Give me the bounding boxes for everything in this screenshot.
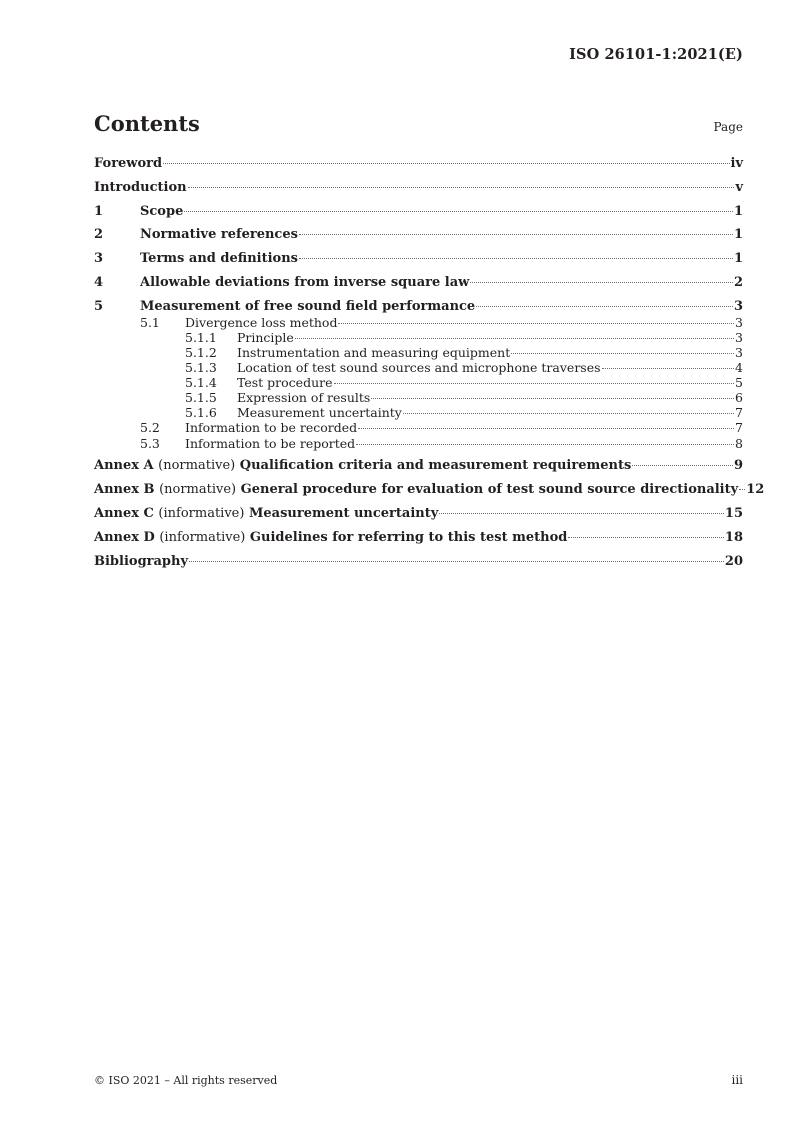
toc-entry-number: 5.3 [140, 435, 160, 451]
toc-entry-annex-d[interactable] [94, 529, 743, 546]
toc-entry-page: iv [730, 156, 743, 171]
toc-entry-page: 15 [724, 506, 743, 522]
toc-entry-measurement-free-field[interactable] [94, 298, 743, 315]
toc-entry-title: Divergence loss method [185, 314, 338, 330]
dot-leader [188, 187, 735, 188]
annex-label: Annex D [94, 529, 155, 545]
dot-leader [476, 306, 733, 307]
toc-entry-page: 2 [733, 274, 743, 290]
toc-entry-page: 1 [733, 251, 743, 267]
toc-entry-number: 5.1 [140, 314, 160, 330]
toc-entry-page: 12 [746, 482, 765, 498]
toc-entry-number: 5.1.1 [185, 329, 217, 345]
page-number: iii [731, 1073, 743, 1087]
dot-leader [295, 338, 734, 339]
toc-entry-annex-a[interactable] [94, 457, 743, 474]
toc-entry-title: Allowable deviations from inverse square law [140, 274, 470, 290]
dot-leader [439, 513, 724, 514]
toc-entry-number: 4 [94, 274, 104, 290]
toc-entry-title: Introduction [94, 179, 187, 195]
toc-entry-number: 3 [94, 251, 104, 267]
toc-entry-title: Normative references [140, 227, 298, 243]
toc-entry-title: Information to be reported [185, 435, 356, 451]
dot-leader [632, 465, 733, 466]
toc-entry-number: 1 [94, 203, 104, 219]
toc-entry-number: 5.1.5 [185, 390, 217, 406]
dot-leader [739, 489, 745, 490]
annex-type: (informative) [158, 506, 245, 522]
page-column-label: Page [713, 120, 743, 134]
annex-title: Measurement uncertainty [248, 506, 439, 522]
toc-entry-location-of-sources[interactable] [94, 360, 743, 375]
toc-entry-scope[interactable] [94, 203, 743, 220]
toc-entry-principle[interactable] [94, 330, 743, 345]
toc-entry-title: Terms and definitions [140, 251, 298, 267]
toc-entry-title [94, 457, 631, 474]
toc-entry-measurement-uncertainty-sub[interactable] [94, 405, 743, 420]
dot-leader [358, 428, 734, 429]
toc-entry-introduction[interactable] [94, 179, 743, 196]
toc-entry-expression-of-results[interactable] [94, 390, 743, 405]
toc-entry-number: 5.1.4 [185, 375, 217, 391]
toc-entry-page: 1 [733, 227, 743, 243]
toc-entry-number: 2 [94, 227, 104, 243]
toc-entry-title: Location of test sound sources and microphone traverses [237, 360, 601, 376]
toc-entry-information-recorded[interactable] [94, 420, 743, 435]
toc-entry-page: 3 [735, 344, 743, 360]
toc-entry-bibliography[interactable] [94, 553, 743, 570]
dot-leader [568, 537, 724, 538]
toc-entry-terms-and-definitions[interactable] [94, 250, 743, 267]
toc-entry-annex-b[interactable] [94, 481, 765, 498]
toc-entry-title: Scope [140, 203, 184, 219]
document-code: ISO 26101-1:2021(E) [569, 46, 743, 63]
toc-entry-page: 3 [733, 298, 743, 314]
dot-leader [299, 258, 733, 259]
dot-leader [371, 398, 734, 399]
toc-entry-number: 5.2 [140, 420, 160, 436]
toc-entry-test-procedure[interactable] [94, 375, 743, 390]
toc-entry-foreword[interactable] [94, 155, 743, 172]
dot-leader [163, 163, 729, 164]
toc-entry-page: 7 [735, 405, 743, 421]
annex-type: (informative) [159, 529, 246, 545]
toc-entry-page: 4 [735, 360, 743, 376]
dot-leader [403, 413, 734, 414]
toc-entry-number: 5 [94, 298, 104, 314]
toc-entry-page: 8 [735, 435, 743, 451]
toc-entry-number: 5.1.6 [185, 405, 217, 421]
toc-entry-divergence-loss-method[interactable] [94, 315, 743, 330]
toc-entry-title [94, 481, 738, 498]
toc-entry-title: Information to be recorded [185, 420, 358, 436]
toc-entry-title: Instrumentation and measuring equipment [237, 344, 511, 360]
annex-title: Qualification criteria and measurement requirements [239, 458, 632, 474]
toc-entry-title: Principle [237, 329, 294, 345]
dot-leader [184, 211, 733, 212]
toc-entry-title: Foreword [94, 156, 163, 171]
dot-leader [299, 234, 733, 235]
toc-entry-title: Bibliography [94, 553, 189, 569]
toc-entry-page: 7 [735, 420, 743, 436]
table-of-contents [94, 155, 765, 570]
toc-entry-page: 3 [735, 329, 743, 345]
toc-entry-page: 20 [724, 553, 743, 569]
annex-label: Annex A [94, 458, 154, 474]
copyright-notice: © ISO 2021 – All rights reserved [94, 1074, 278, 1087]
annex-type: (normative) [158, 458, 236, 474]
toc-entry-annex-c[interactable] [94, 505, 743, 522]
toc-entry-page: 6 [735, 390, 743, 406]
dot-leader [334, 383, 735, 384]
annex-title: Guidelines for referring to this test method [249, 529, 568, 545]
toc-entry-page: 9 [733, 458, 743, 474]
toc-entry-title: Measurement uncertainty [237, 405, 402, 421]
toc-entry-title [94, 505, 438, 522]
annex-type: (normative) [159, 482, 237, 498]
toc-entry-page: 3 [735, 314, 743, 330]
dot-leader [338, 323, 734, 324]
toc-entry-page: 5 [735, 375, 743, 391]
toc-entry-number: 5.1.3 [185, 360, 217, 376]
toc-entry-allowable-deviations[interactable] [94, 274, 743, 291]
annex-label: Annex B [94, 482, 155, 498]
toc-entry-title: Measurement of free sound field performance [140, 298, 476, 314]
toc-entry-page: 18 [724, 529, 743, 545]
contents-title: Contents [94, 111, 200, 136]
toc-entry-number: 5.1.2 [185, 344, 217, 360]
dot-leader [470, 282, 733, 283]
annex-label: Annex C [94, 506, 154, 522]
toc-entry-title [94, 529, 567, 546]
annex-title: General procedure for evaluation of test sound source directionality [240, 482, 739, 498]
dot-leader [189, 561, 724, 562]
toc-entry-page: v [735, 179, 743, 195]
toc-entry-information-reported[interactable] [94, 436, 743, 451]
toc-entry-normative-references[interactable] [94, 226, 743, 243]
dot-leader [356, 444, 734, 445]
toc-entry-page: 1 [733, 203, 743, 219]
toc-entry-title: Expression of results [237, 390, 371, 406]
toc-entry-instrumentation[interactable] [94, 345, 743, 360]
dot-leader [511, 353, 734, 354]
toc-entry-title: Test procedure [237, 375, 333, 391]
dot-leader [602, 368, 735, 369]
